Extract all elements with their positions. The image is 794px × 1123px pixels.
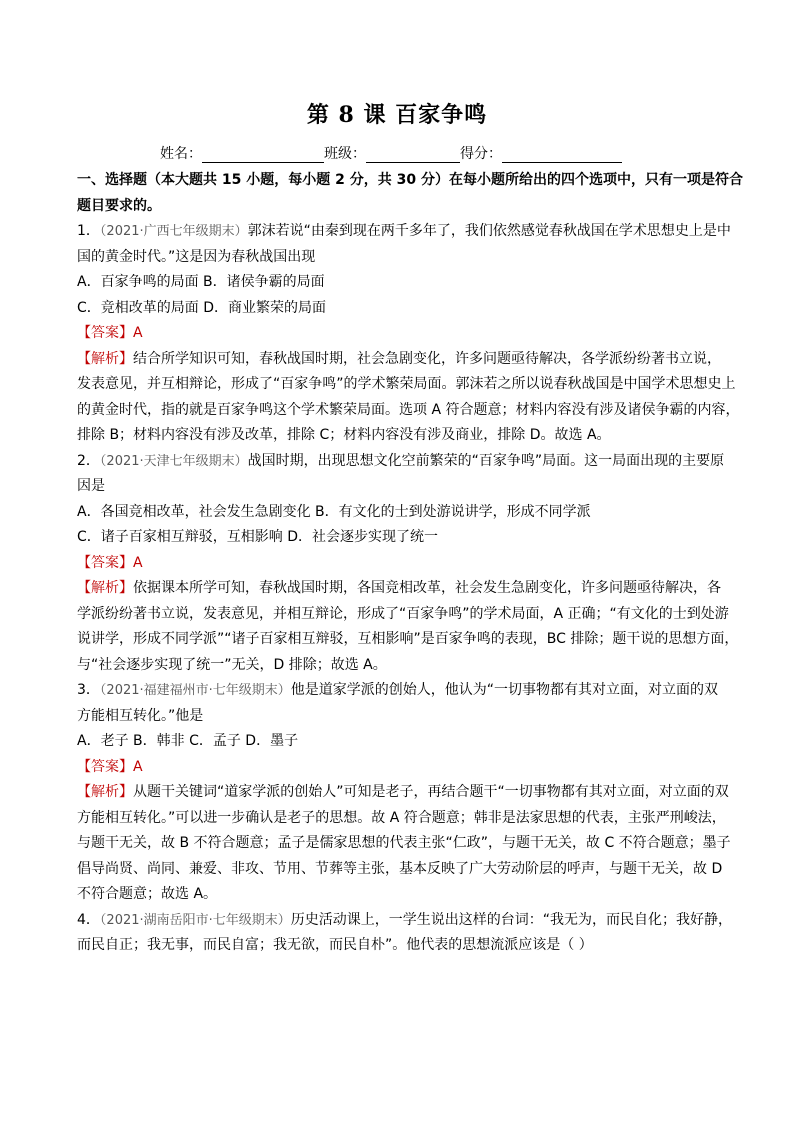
analysis-line: 发表意见，并互相辩论，形成了“百家争鸣”的学术繁荣局面。郭沫若之所以说春秋战国是中国学术思想史上 bbox=[77, 376, 736, 392]
student-info-row bbox=[160, 143, 622, 163]
answer-value: A bbox=[133, 554, 143, 571]
analysis-line: 与“社会逐步实现了统一”无关，D 排除；故选 A。 bbox=[77, 656, 387, 673]
question-2-options-cd: C．诸子百家相互辩驳，互相影响 D．社会逐步实现了统一 bbox=[77, 529, 439, 545]
question-1-analysis bbox=[77, 347, 723, 373]
question-text: 他是道家学派的创始人，他认为“一切事物都有其对立面，对立面的双 bbox=[290, 682, 719, 698]
analysis-line: 说讲学，形成不同学派”“诸子百家相互辩驳，互相影响”是百家争鸣的表现，BC 排除；题干说的思想方面， bbox=[77, 631, 739, 647]
question-3-stem-cont: 方能相互转化。”他是 bbox=[77, 707, 204, 724]
question-3-answer bbox=[77, 755, 723, 781]
question-content bbox=[77, 168, 743, 959]
question-3-options: A．老子 B．韩非 C．孟子 D．墨子 bbox=[77, 733, 299, 749]
question-2-stem-cont: 因是 bbox=[77, 478, 105, 494]
analysis-line: 学派纷纷著书立说，发表意见，并相互辩论，形成了“百家争鸣”的学术局面，A 正确；“有文化的士到处游 bbox=[77, 605, 729, 622]
analysis-line: 与题干无关，故 B 不符合题意；孟子是儒家思想的代表主张“仁政”，与题干无关，故 C 不符合题意；墨子 bbox=[77, 835, 731, 851]
question-2-answer bbox=[77, 551, 723, 577]
analysis-line: 的黄金时代，指的就是百家争鸣这个学术繁荣局面。选项 A 符合题意；材料内容没有涉及诸侯争霸的内容， bbox=[77, 401, 740, 418]
question-3-stem bbox=[77, 678, 723, 704]
question-text: 郭沫若说“由秦到现在两千多年了，我们依然感觉春秋战国在学术思想史上是中 bbox=[247, 223, 731, 239]
question-source: （2021·天津七年级期末） bbox=[99, 453, 248, 469]
question-1-stem-cont: 国的黄金时代。”这是因为春秋战国出现 bbox=[77, 248, 316, 265]
section-heading: 一、选择题（本大题共 15 小题，每小题 2 分，共 30 分）在每小题所给出的四个选项中，只有一项是符合 bbox=[77, 172, 743, 188]
lesson-title: 第 8 课 百家争鸣 bbox=[306, 102, 488, 128]
question-3-analysis bbox=[77, 780, 729, 806]
answer-label: 【答案】 bbox=[77, 554, 133, 571]
answer-label: 【答案】 bbox=[77, 325, 133, 341]
question-4-stem bbox=[77, 908, 733, 934]
class-blank[interactable] bbox=[366, 148, 460, 163]
question-text: 历史活动课上，一学生说出这样的台词：“我无为，而民自化；我好静， bbox=[290, 911, 733, 928]
question-source: （2021·福建福州市·七年级期末） bbox=[99, 683, 291, 698]
question-4-stem-cont: 而民自正；我无事，而民自富；我无欲，而民自朴”。他代表的思想流派应该是（ ） bbox=[77, 937, 593, 953]
analysis-line: 不符合题意；故选 A。 bbox=[77, 886, 218, 902]
analysis-label: 【解析】 bbox=[77, 784, 133, 800]
question-1-answer bbox=[77, 321, 723, 347]
score-label: 得分： bbox=[460, 146, 502, 162]
answer-value: A bbox=[133, 325, 143, 341]
question-2-options-ab: A．各国竞相改革，社会发生急剧变化 B．有文化的士到处游说讲学，形成不同学派 bbox=[77, 503, 591, 520]
analysis-label: 【解析】 bbox=[77, 350, 133, 367]
question-1-options-ab: A．百家争鸣的局面 B．诸侯争霸的局面 bbox=[77, 274, 325, 290]
question-source: （2021·广西七年级期末） bbox=[99, 224, 248, 239]
question-2-stem bbox=[77, 449, 723, 475]
analysis-line: 倡导尚贤、尚同、兼爱、非攻、节用、节葬等主张，基本反映了广大劳动阶层的呼声，与题干无关，故 D bbox=[77, 860, 723, 877]
question-number: 3． bbox=[77, 682, 100, 698]
analysis-line: 排除 B；材料内容没有涉及改革，排除 C；材料内容没有涉及商业，排除 D。故选 A。 bbox=[77, 427, 611, 443]
question-number: 2． bbox=[77, 452, 100, 469]
analysis-label: 【解析】 bbox=[77, 580, 133, 596]
question-number: 4． bbox=[77, 911, 100, 928]
name-blank[interactable] bbox=[202, 148, 324, 163]
analysis-text: 从题干关键词“道家学派的创始人”可知是老子，再结合题干“一切事物都有其对立面，对立面的双 bbox=[133, 784, 729, 800]
analysis-text: 结合所学知识可知，春秋战国时期，社会急剧变化，许多问题亟待解决，各学派纷纷著书立说， bbox=[133, 350, 721, 367]
class-label: 班级： bbox=[324, 146, 366, 162]
section-heading-cont: 题目要求的。 bbox=[77, 197, 161, 214]
analysis-line: 方能相互转化。”可以进一步确认是老子的思想。故 A 符合题意；韩非是法家思想的代表，主张严刑峻法， bbox=[77, 809, 726, 826]
question-2-analysis bbox=[77, 576, 723, 602]
question-1-options-cd: C．竞相改革的局面 D．商业繁荣的局面 bbox=[77, 299, 327, 316]
question-text: 战国时期，出现思想文化空前繁荣的“百家争鸣”局面。这一局面出现的主要原 bbox=[247, 452, 725, 469]
answer-label: 【答案】 bbox=[77, 758, 133, 775]
name-label: 姓名： bbox=[160, 146, 202, 162]
score-blank[interactable] bbox=[502, 148, 622, 163]
question-1-stem bbox=[77, 219, 731, 245]
question-number: 1． bbox=[77, 223, 100, 239]
analysis-text: 依据课本所学可知，春秋战国时期，各国竞相改革，社会发生急剧变化，许多问题亟待解决，各 bbox=[133, 580, 721, 596]
answer-value: A bbox=[133, 758, 143, 775]
question-source: （2021·湖南岳阳市·七年级期末） bbox=[99, 912, 291, 928]
